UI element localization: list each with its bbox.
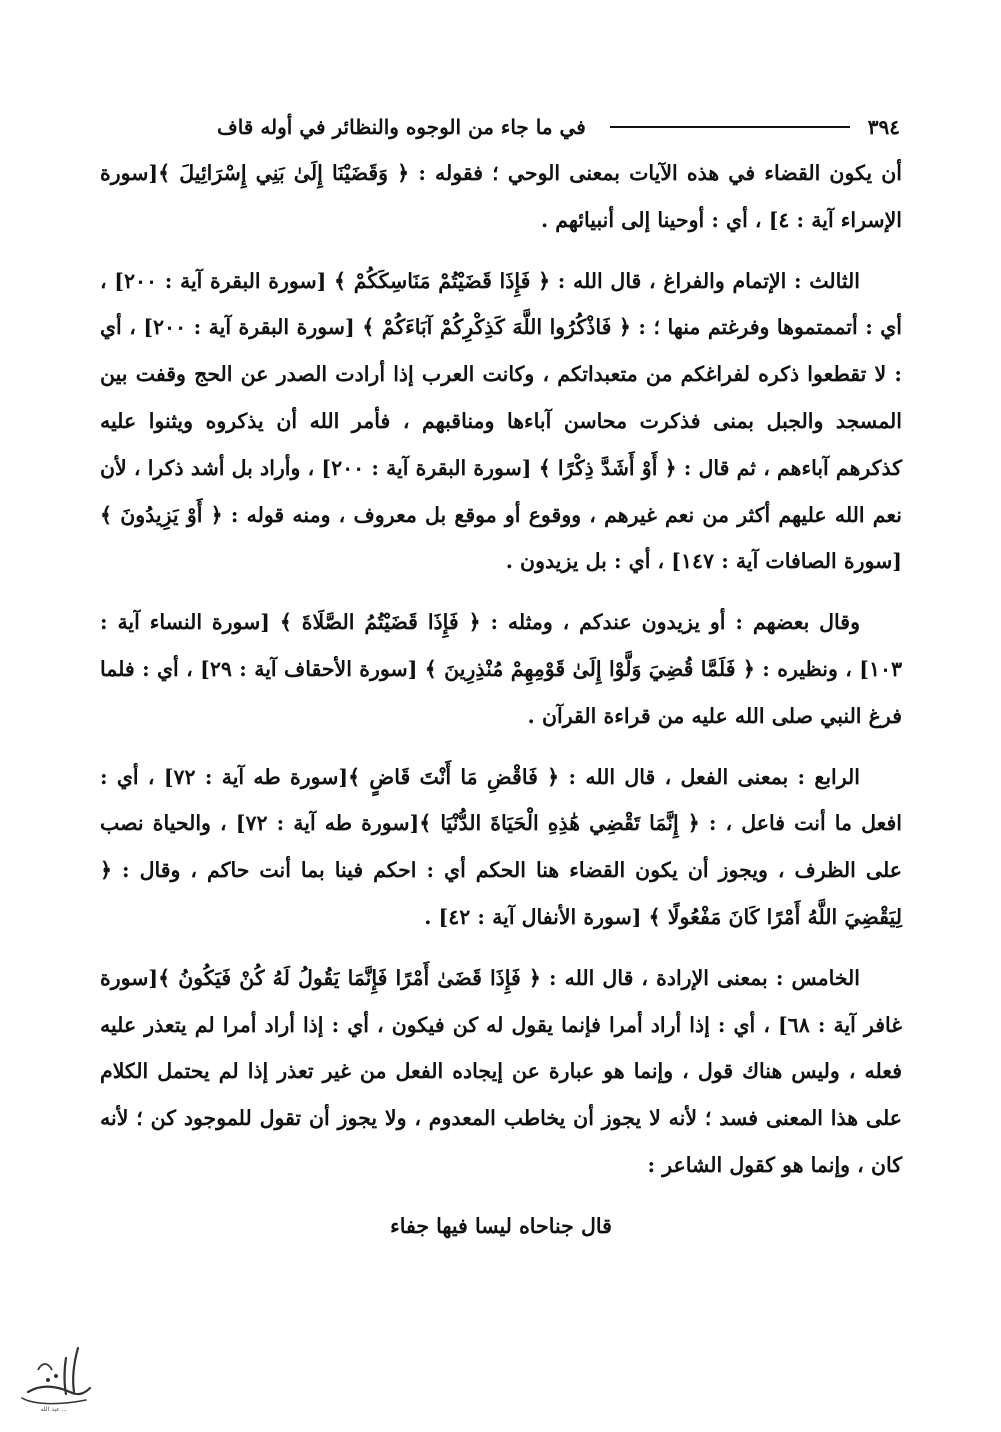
quran-quote: ﴿ أَوْ يَزِيدُونَ ﴾ — [100, 502, 223, 527]
quran-quote: ﴿ أَوْ أَشَدَّ ذِكْرًا ﴾ — [538, 455, 677, 480]
paragraph-text: [سورة طه آية : ٧٢] ، أي : افعل ما أنت فاعل ، : — [100, 764, 902, 836]
stamp-subtext: عبد الله ... — [40, 1406, 68, 1413]
paragraph-text: [سورة البقرة آية : ٢٠٠] ، أي : أتممتموها وفرغتم منها ؛ : — [100, 268, 902, 340]
poetry-verse: قال جناحاه ليسا فيها جفاء — [390, 1213, 612, 1238]
paragraph-text: الخامس : بمعنى الإرادة ، قال الله : — [540, 965, 860, 990]
quran-quote: ﴿ فَلَمَّا قُضِيَ وَلَّوْا إِلَىٰ قَوْمِهِمْ مُنْذِرِينَ ﴾ — [424, 656, 755, 681]
paragraph-text: [سورة طه آية : ٧٢] ، والحياة نصب على الظرف ، ويجوز أن يكون القضاء هنا الحكم أي : احكم فينا بما أنت حاكم ، وقال : — [100, 811, 902, 883]
page-number: ٣٩٤ — [867, 115, 900, 139]
quran-quote: ﴿ فَإِذَا قَضَيْتُمُ الصَّلَاةَ ﴾ — [279, 610, 481, 635]
quran-quote: ﴿ فَاذْكُرُوا اللَّهَ كَذِكْرِكُمْ آبَاءَكُمْ ﴾ — [362, 315, 631, 340]
paragraph-text: [سورة البقرة آية : ٢٠٠] ، وأراد بل أشد ذكرا ، لأن نعم الله عليهم أكثر من نعم غيرهم ، ووقوع أو موقع بل معروف ، ومنه قوله : — [100, 455, 902, 527]
paragraph-text: [سورة النساء آية : ١٠٣] ، ونظيره : — [100, 610, 903, 681]
paragraph-text: [سورة البقرة آية : ٢٠٠] ، أي : لا تقطعوا ذكره لفراغكم من متعبداتكم ، وكانت العرب إذا أرادت الصدر عن الحج وقفت بين المسجد والجبل بمنى فذكرت محاسن آباءها ومناقبهم ، فأمر الله أن يذكروه ويثنوا عليه كذكرهم آباءهم ، ثم قال : — [100, 315, 902, 480]
library-stamp-logo — [8, 1340, 98, 1415]
quran-quote: ﴿ إِنَّمَا تَقْضِي هَٰذِهِ الْحَيَاةَ الدُّنْيَا ﴾ — [419, 811, 700, 836]
paragraph-text: [سورة الصافات آية : ١٤٧] ، أي : بل يزيدون . — [505, 549, 902, 574]
paragraph-text: [سورة الأحقاف آية : ٢٩] ، أي : فلما فرغ النبي صلى الله عليه من قراءة القرآن . — [100, 656, 902, 728]
quran-quote: ﴿ لِيَقْضِيَ اللَّهُ أَمْرًا كَانَ مَفْعُولًا ﴾ — [100, 858, 902, 929]
quran-quote: ﴿ فَإِذَا قَضَيْتُمْ مَنَاسِكَكُمْ ﴾ — [334, 268, 551, 293]
quran-quote: ﴿ فَاقْضِ مَا أَنْتَ قَاضٍ ﴾ — [348, 764, 560, 789]
paragraph-text: الرابع : بمعنى الفعل ، قال الله : — [559, 764, 860, 789]
paragraph-text: أن يكون القضاء في هذه الآيات بمعنى الوحي ؛ فقوله : — [409, 161, 902, 185]
paragraph — [100, 150, 902, 244]
header-rule — [610, 126, 850, 128]
paragraph-text: الثالث : الإتمام والفراغ ، قال الله : — [550, 268, 860, 293]
quran-quote: ﴿ فَإِذَا قَضَىٰ أَمْرًا فَإِنَّمَا يَقُولُ لَهُ كُنْ فَيَكُونُ ﴾ — [158, 965, 541, 990]
paragraph — [100, 599, 902, 739]
quran-quote: ﴿ وَقَضَيْنَا إِلَىٰ بَنِي إِسْرَائِيلَ ﴾ — [158, 161, 410, 185]
paragraph-text: وقال بعضهم : أو يزيدون عندكم ، ومثله : — [480, 610, 861, 635]
paragraph — [100, 258, 902, 586]
body-text — [100, 150, 902, 1264]
paragraph-text: [سورة الأنفال آية : ٤٢] . — [424, 904, 649, 929]
paragraph-text: [سورة الإسراء آية : ٤] ، أي : أوحينا إلى أنبيائهم . — [100, 161, 902, 232]
paragraph — [100, 754, 902, 941]
paragraph — [100, 955, 902, 1189]
page-header — [110, 112, 900, 142]
paragraph-text: [سورة غافر آية : ٦٨] ، أي : إذا أراد أمرا فإنما يقول له كن فيكون ، أي : إذا أراد أمرا لم يتعذر عليه فعله ، وليس هناك قول ، وإنما هو عبارة عن إيجاده الفعل من غير تعذر إذا لم يحتمل الكلام على هذا المعنى فسد ؛ لأنه لا يجوز أن يخاطب المعدوم ، ولا يجوز أن تقول للموجود كن ؛ لأنه كان ، وإنما هو كقول الشاعر : — [100, 965, 902, 1177]
running-title: في ما جاء من الوجوه والنظائر في أوله قاف — [216, 115, 586, 139]
